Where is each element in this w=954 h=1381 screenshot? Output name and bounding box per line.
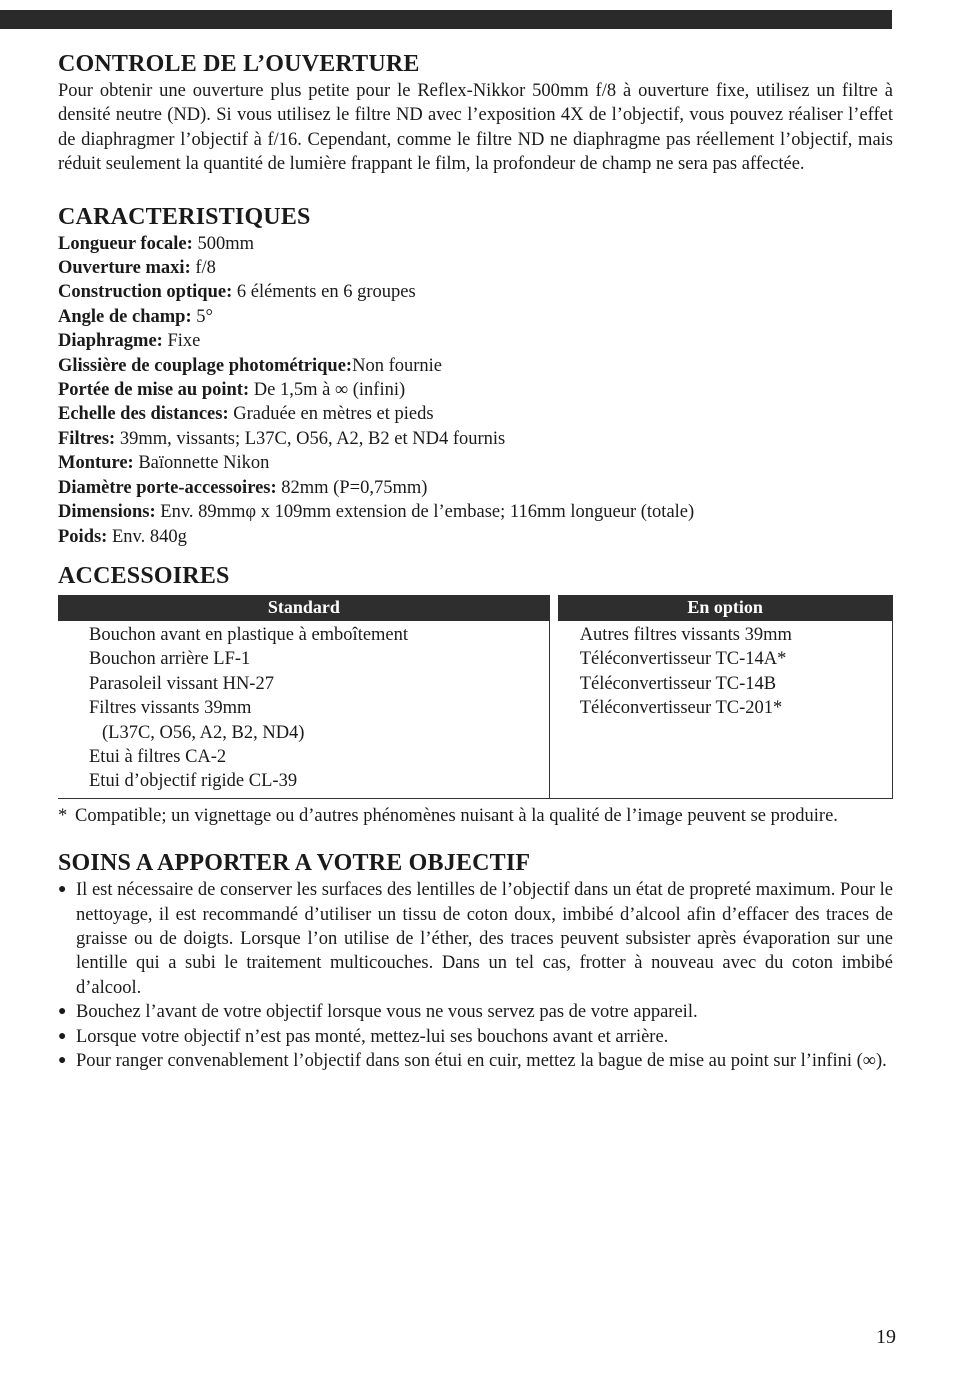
- table-header-row: [58, 595, 893, 621]
- spec-label: Glissière de couplage photométrique:: [58, 355, 353, 376]
- accessories-footnote: [58, 804, 893, 828]
- aperture-section: [58, 50, 893, 177]
- option-cell: [558, 621, 893, 798]
- accessories-heading: ACCESSOIRES: [58, 562, 230, 589]
- spec-value: Graduée en mètres et pieds: [233, 404, 434, 425]
- column-divider: [550, 595, 558, 621]
- table-body-row: [58, 621, 893, 798]
- standard-column-header: Standard: [58, 595, 550, 621]
- spec-label: Ouverture maxi:: [58, 258, 191, 279]
- spec-value: 6 éléments en 6 groupes: [236, 282, 416, 303]
- list-item: Bouchon arrière LF-1: [89, 649, 251, 670]
- aperture-heading: CONTROLE DE L’OUVERTURE: [58, 51, 420, 77]
- list-item: [58, 1000, 893, 1024]
- spec-value: 5°: [196, 306, 213, 327]
- spec-item: [58, 354, 893, 378]
- care-text: Lorsque votre objectif n’est pas monté, mettez-lui ses bouchons avant et arrière.: [76, 1026, 669, 1047]
- footnote-mark: *: [58, 805, 68, 826]
- spec-value: 82mm (P=0,75mm): [281, 477, 428, 498]
- care-text: Bouchez l’avant de votre objectif lorsque vous ne vous servez pas de votre appareil.: [76, 1002, 698, 1023]
- spec-label: Dimensions:: [58, 502, 156, 523]
- page-number: 19: [876, 1326, 896, 1348]
- spec-label: Longueur focale:: [58, 233, 193, 254]
- spec-item: [58, 402, 893, 426]
- spec-item: [58, 476, 893, 500]
- specs-heading: CARACTERISTIQUES: [58, 203, 311, 230]
- spec-value: Env. 840g: [111, 526, 187, 547]
- spec-item: [58, 500, 893, 524]
- spec-item: [58, 378, 893, 402]
- specs-section: [58, 203, 893, 549]
- spec-value: 500mm: [197, 233, 254, 254]
- list-item: (L37C, O56, A2, B2, ND4): [102, 722, 305, 743]
- spec-item: [58, 427, 893, 451]
- footnote-text: Compatible; un vignettage ou d’autres phénomènes nuisant à la qualité de l’image peuvent se produire.: [75, 805, 838, 826]
- care-text: Pour ranger convenablement l’objectif dans son étui en cuir, mettez la bague de mise au point sur l’infini (∞).: [76, 1051, 887, 1071]
- list-item: Téléconvertisseur TC-14A*: [579, 649, 787, 670]
- spec-item: [58, 280, 893, 304]
- bullet-icon: ●: [58, 1004, 67, 1020]
- option-column-header: En option: [558, 595, 893, 621]
- spec-item: [58, 329, 893, 353]
- care-heading: SOINS A APPORTER A VOTRE OBJECTIF: [58, 850, 531, 877]
- accessories-table: [58, 595, 893, 799]
- list-item: Etui d’objectif rigide CL-39: [89, 771, 298, 792]
- spec-label: Monture:: [58, 453, 134, 474]
- page-content: [58, 50, 893, 1073]
- list-item: Téléconvertisseur TC-201*: [579, 698, 783, 719]
- list-item: Téléconvertisseur TC-14B: [579, 673, 777, 694]
- spec-label: Filtres:: [58, 428, 116, 449]
- option-list: [580, 623, 892, 721]
- aperture-paragraph: Pour obtenir une ouverture plus petite pour le Reflex-Nikkor 500mm f/8 à ouverture fixe, utilisez un filtre à densité neutre (ND). Si vous utilisez le filtre ND avec l’exposition 4X de l’objectif, vous pouvez réaliser l’effet de diaphragmer l’objectif à f/16. Cependant, comme le filtre ND ne diaphragme pas réellement l’objectif, mais réduit seulement la quantité de lumière frappant le film, la profondeur de champ ne sera pas affectée.: [58, 81, 893, 175]
- spec-item: [58, 232, 893, 256]
- spec-item: [58, 451, 893, 475]
- standard-list: [89, 623, 549, 794]
- bullet-icon: ●: [58, 1028, 67, 1044]
- spec-item: [58, 256, 893, 280]
- spec-item: [58, 525, 893, 549]
- spec-item: [58, 305, 893, 329]
- spec-label: Diamètre porte-accessoires:: [58, 477, 277, 498]
- spec-label: Diaphragme:: [58, 331, 163, 352]
- bullet-icon: ●: [58, 882, 67, 898]
- spec-value: Baïonnette Nikon: [138, 453, 270, 474]
- list-item: [58, 1025, 893, 1049]
- spec-label: Echelle des distances:: [58, 404, 229, 425]
- list-item: [58, 1049, 893, 1073]
- spec-label: Portée de mise au point:: [58, 380, 250, 401]
- care-text: Il est nécessaire de conserver les surfaces des lentilles de l’objectif dans un état de propreté maximum. Pour le nettoyage, il est recommandé d’utiliser un tissu de coton doux, imbibé d’alcool afin d’effacer des traces de graisse ou de doigts. Lorsque l’on utilise de l’éther, des traces peuvent subsister après évaporation sur une lentille qui a subi le traitement multicouches. Dans un tel cas, frotter à nouveau avec du coton imbibé d’alcool.: [76, 880, 893, 998]
- spec-label: Angle de champ:: [58, 306, 192, 327]
- list-item: Autres filtres vissants 39mm: [579, 624, 792, 645]
- list-item: Bouchon avant en plastique à emboîtement: [89, 624, 409, 645]
- column-divider: [550, 621, 558, 798]
- spec-value: Fixe: [167, 331, 201, 352]
- care-list: [58, 878, 893, 1073]
- spec-value: f/8: [195, 258, 216, 279]
- list-item: [58, 878, 893, 1000]
- spec-value: Env. 89mmφ x 109mm extension de l’embase; 116mm longueur (totale): [160, 502, 695, 523]
- list-item: Parasoleil vissant HN-27: [89, 673, 274, 694]
- care-section: [58, 849, 893, 1073]
- spec-label: Poids:: [58, 526, 108, 547]
- specs-list: [58, 232, 893, 549]
- spec-label: Construction optique:: [58, 282, 233, 303]
- spec-value: Non fournie: [352, 355, 443, 376]
- list-item: Filtres vissants 39mm: [89, 698, 252, 719]
- bullet-icon: ●: [58, 1053, 67, 1068]
- accessories-section: [58, 562, 893, 828]
- header-bar: [0, 10, 892, 29]
- spec-value: De 1,5m à ∞ (infini): [253, 380, 406, 401]
- standard-cell: [58, 621, 550, 798]
- list-item: Etui à filtres CA-2: [89, 746, 227, 767]
- spec-value: 39mm, vissants; L37C, O56, A2, B2 et ND4 fournis: [119, 428, 506, 449]
